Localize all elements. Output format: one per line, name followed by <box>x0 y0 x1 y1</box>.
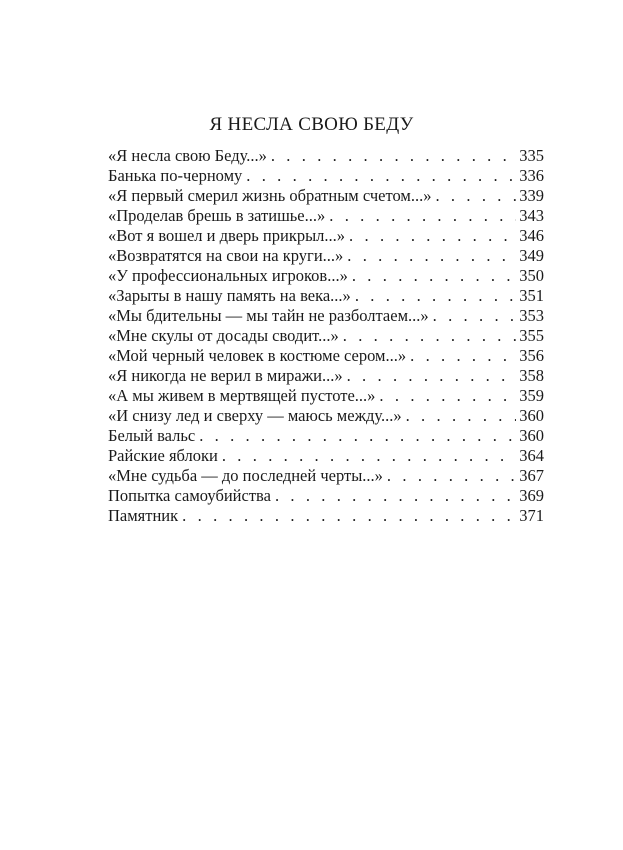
toc-entry <box>108 326 544 346</box>
toc-entry <box>108 486 544 506</box>
dot-leader <box>218 446 516 466</box>
toc-entry-title: «Мой черный человек в костюме сером...» <box>108 346 407 365</box>
dot-leader <box>351 286 516 306</box>
dot-leader <box>345 226 516 246</box>
toc-entry <box>108 266 544 286</box>
toc-entry-title: «Вот я вошел и дверь прикрыл...» <box>108 226 346 245</box>
toc-entry-page: 336 <box>519 166 544 185</box>
toc-entry-page: 335 <box>519 146 544 165</box>
toc-entry-page: 351 <box>519 286 544 305</box>
toc-entry <box>108 226 544 246</box>
toc-entry-page: 358 <box>519 366 544 385</box>
toc-entry-page: 371 <box>519 506 544 525</box>
toc-entry <box>108 286 544 306</box>
toc-entry-page: 359 <box>519 386 544 405</box>
toc-entry <box>108 146 544 166</box>
dot-leader <box>383 466 516 486</box>
toc-entry-title: «У профессиональных игроков...» <box>108 266 348 285</box>
toc-entry <box>108 246 544 266</box>
toc-entry-page: 350 <box>519 266 544 285</box>
toc-entry <box>108 306 544 326</box>
toc-entry <box>108 346 544 366</box>
dot-leader <box>429 306 517 326</box>
toc-entry-title: «А мы живем в мертвящей пустоте...» <box>108 386 376 405</box>
toc-entry-title: Банька по-черному <box>108 166 243 185</box>
toc-entry-title: «Я никогда не верил в миражи...» <box>108 366 343 385</box>
dot-leader <box>343 366 517 386</box>
toc-entry <box>108 206 544 226</box>
toc-entry-title: «Мы бдительны — мы тайн не разболтаем...» <box>108 306 429 325</box>
dot-leader <box>339 326 516 346</box>
toc-entry-page: 367 <box>519 466 544 485</box>
toc-entry <box>108 186 544 206</box>
dot-leader <box>431 186 516 206</box>
toc-entry-title: «Я первый смерил жизнь обратным счетом...» <box>108 186 432 205</box>
toc-entry-title: «И снизу лед и сверху — маюсь между...» <box>108 406 402 425</box>
toc-entry-page: 356 <box>519 346 544 365</box>
toc-entry-title: Райские яблоки <box>108 446 218 465</box>
toc-entry <box>108 506 544 526</box>
dot-leader <box>178 506 516 526</box>
toc-entry-title: «Мне судьба — до последней черты...» <box>108 466 383 485</box>
toc-entry-title: «Проделав брешь в затишье...» <box>108 206 326 225</box>
toc-entry-title: «Я несла свою Беду...» <box>108 146 267 165</box>
toc-entry-page: 353 <box>519 306 544 325</box>
dot-leader <box>271 486 516 506</box>
toc-entry <box>108 426 544 446</box>
toc-entry <box>108 446 544 466</box>
toc-entry-title: «Возвратятся на свои на круги...» <box>108 246 344 265</box>
toc-entry-page: 369 <box>519 486 544 505</box>
toc-entry-title: «Зарыты в нашу память на века...» <box>108 286 351 305</box>
toc-entry-page: 364 <box>519 446 544 465</box>
table-of-contents <box>108 146 544 526</box>
toc-entry-page: 360 <box>519 406 544 425</box>
toc-entry <box>108 366 544 386</box>
toc-entry-page: 343 <box>519 206 544 225</box>
toc-entry <box>108 466 544 486</box>
toc-entry-title: Белый вальс <box>108 426 196 445</box>
toc-entry-title: «Мне скулы от досады сводит...» <box>108 326 339 345</box>
toc-entry-page: 360 <box>519 426 544 445</box>
dot-leader <box>406 346 516 366</box>
dot-leader <box>343 246 516 266</box>
toc-entry <box>108 166 544 186</box>
toc-entry <box>108 406 544 426</box>
dot-leader <box>375 386 516 406</box>
dot-leader <box>195 426 516 446</box>
toc-entry-page: 355 <box>519 326 544 345</box>
toc-entry-page: 346 <box>519 226 544 245</box>
toc-entry-page: 339 <box>519 186 544 205</box>
toc-entry-page: 349 <box>519 246 544 265</box>
dot-leader <box>402 406 517 426</box>
dot-leader <box>348 266 516 286</box>
section-title: Я НЕСЛА СВОЮ БЕДУ <box>209 114 414 135</box>
toc-entry-title: Попытка самоубийства <box>108 486 271 505</box>
dot-leader <box>242 166 516 186</box>
dot-leader <box>267 146 516 166</box>
dot-leader <box>325 206 516 226</box>
toc-entry <box>108 386 544 406</box>
toc-entry-title: Памятник <box>108 506 179 525</box>
